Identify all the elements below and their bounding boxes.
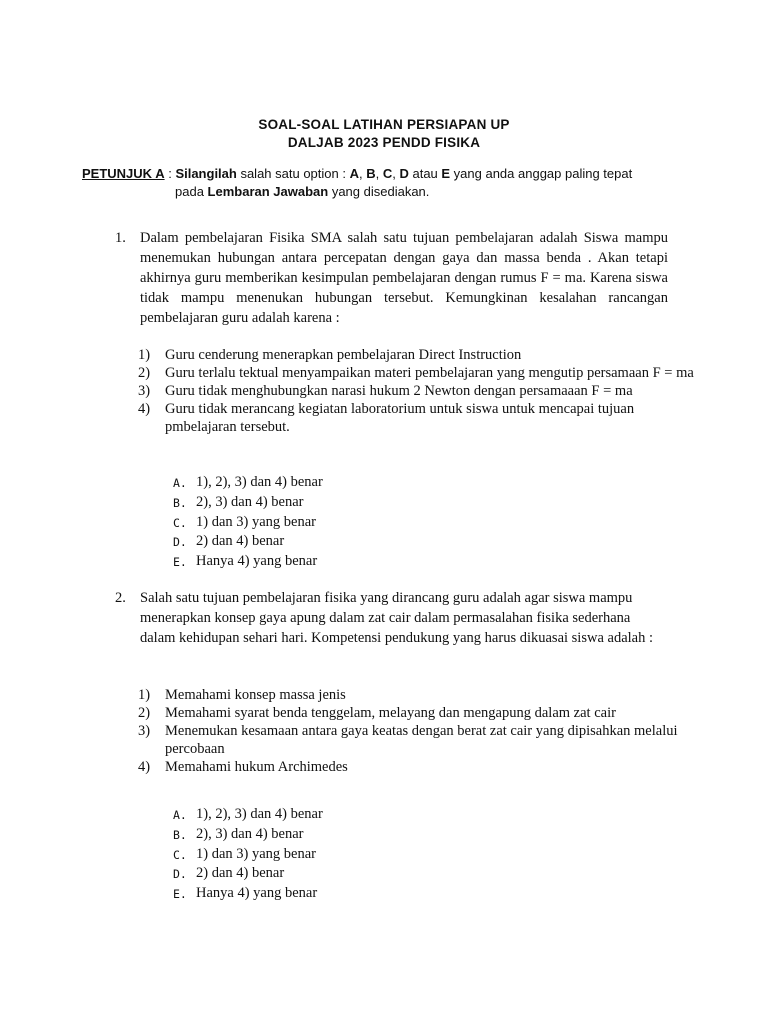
instructions-option-c: C: [382, 166, 393, 181]
option-letter: B.: [173, 827, 187, 842]
option-letter: E.: [173, 887, 187, 902]
statement-number: 2): [138, 365, 151, 381]
instructions-colon: :: [164, 166, 176, 181]
option-text: 2), 3) dan 4) benar: [196, 493, 304, 510]
question-1-statements: [138, 346, 698, 436]
statement-number: 3): [138, 723, 151, 739]
document-title-line-1: SOAL-SOAL LATIHAN PERSIAPAN UP: [258, 117, 510, 132]
option-text: 2) dan 4) benar: [196, 533, 285, 550]
instructions: [82, 165, 682, 201]
statement-number: 1): [138, 347, 151, 363]
instructions-line-1: [82, 165, 682, 183]
statement-text: Memahami konsep massa jenis: [165, 687, 346, 703]
statement-text: Memahami syarat benda tenggelam, melayang dan mengapung dalam zat cair: [165, 705, 616, 721]
statement-text: Menemukan kesamaan antara gaya keatas dengan berat zat cair yang dipisahkan melalui percobaan: [165, 723, 678, 757]
statement-number: 3): [138, 383, 151, 399]
option-letter: D.: [173, 535, 187, 550]
statement-number: 4): [138, 401, 151, 417]
option-letter: C.: [173, 515, 187, 530]
option-text: Hanya 4) yang benar: [196, 885, 318, 902]
statement-text: Guru terlalu tektual menyampaikan materi pembelajaran yang mengutip persamaan F = ma: [165, 365, 694, 381]
answer-option-e[interactable]: [173, 552, 573, 572]
answer-option-a[interactable]: [173, 805, 573, 825]
question-1-options: [173, 473, 573, 572]
instructions-option-b: B: [366, 166, 376, 181]
instructions-option-a: A: [349, 166, 359, 181]
instructions-option-e: E: [441, 166, 451, 181]
answer-option-d[interactable]: [173, 532, 573, 552]
statement-item: [138, 364, 698, 382]
document-title-line-2: DALJAB 2023 PENDD FISIKA: [287, 135, 481, 150]
option-letter: B.: [173, 495, 187, 510]
instructions-text: pada: [175, 184, 208, 199]
statement-number: 1): [138, 687, 151, 703]
question-2-options: [173, 805, 573, 904]
statement-item: [138, 758, 698, 776]
answer-option-d[interactable]: [173, 864, 573, 884]
question-1: [115, 228, 668, 328]
instructions-text: salah satu option :: [236, 166, 350, 181]
option-letter: D.: [173, 867, 187, 882]
option-text: 1) dan 3) yang benar: [196, 845, 316, 862]
answer-option-b[interactable]: [173, 825, 573, 845]
instructions-text: yang anda anggap paling tepat: [450, 166, 633, 181]
option-letter: E.: [173, 555, 187, 570]
statement-text: Guru tidak merancang kegiatan laboratorium untuk siswa untuk mencapai tujuan pmbelajaran tersebut.: [165, 401, 635, 435]
statement-text: Guru cenderung menerapkan pembelajaran Direct Instruction: [165, 347, 522, 363]
statement-item: [138, 382, 698, 400]
option-text: Hanya 4) yang benar: [196, 553, 318, 570]
option-letter: A.: [173, 808, 187, 822]
statement-number: 2): [138, 705, 151, 721]
option-text: 1) dan 3) yang benar: [196, 513, 316, 530]
statement-item: [138, 686, 698, 704]
instructions-option-d: D: [399, 166, 409, 181]
question-stem: Salah satu tujuan pembelajaran fisika yang dirancang guru adalah agar siswa mampu menerapkan konsep gaya apung dalam zat cair dalam permasalahan fisika sederhana dalam kehidupan sehari hari. Kompetensi pendukung yang harus dikuasai siswa adalah :: [140, 590, 654, 646]
option-text: 2), 3) dan 4) benar: [196, 825, 304, 842]
statement-text: Guru tidak menghubungkan narasi hukum 2 Newton dengan persamaaan F = ma: [165, 383, 633, 399]
statement-item: [138, 400, 698, 436]
option-text: 2) dan 4) benar: [196, 865, 285, 882]
instructions-separator: ,: [358, 166, 367, 181]
instructions-line-2: [82, 183, 682, 201]
statement-item: [138, 722, 698, 758]
option-letter: A.: [173, 476, 187, 490]
instructions-separator: ,: [392, 166, 400, 181]
instructions-label: PETUNJUK A: [82, 166, 165, 181]
answer-option-a[interactable]: [173, 473, 573, 493]
option-letter: C.: [173, 847, 187, 862]
question-number: 1.: [115, 230, 126, 246]
question-stem: Dalam pembelajaran Fisika SMA salah satu tujuan pembelajaran adalah Siswa mampu menemukan hubungan antara percepatan dengan gaya dan massa benda . Akan tetapi akhirnya guru memberikan kesimpulan pembelajaran dengan rumus F = ma. Karena siswa tidak mampu menenukan hubungan tersebut. Kemungkinan kesalahan rancangan pembelajaran guru adalah karena :: [140, 230, 668, 326]
option-text: 1), 2), 3) dan 4) benar: [196, 806, 323, 822]
option-text: 1), 2), 3) dan 4) benar: [196, 474, 323, 490]
instructions-text: yang disediakan.: [328, 184, 430, 199]
statement-item: [138, 346, 698, 364]
instructions-verb: Silangilah: [175, 166, 237, 181]
statement-text: Memahami hukum Archimedes: [165, 759, 348, 775]
instructions-separator: ,: [375, 166, 383, 181]
answer-option-e[interactable]: [173, 884, 573, 904]
answer-option-b[interactable]: [173, 493, 573, 513]
question-2: [115, 588, 668, 648]
statement-number: 4): [138, 759, 151, 775]
answer-option-c[interactable]: [173, 513, 573, 533]
instructions-answer-sheet: Lembaran Jawaban: [207, 184, 329, 199]
question-2-statements: [138, 686, 698, 776]
answer-option-c[interactable]: [173, 845, 573, 865]
statement-item: [138, 704, 698, 722]
question-number: 2.: [115, 590, 126, 606]
instructions-text: atau: [408, 166, 442, 181]
